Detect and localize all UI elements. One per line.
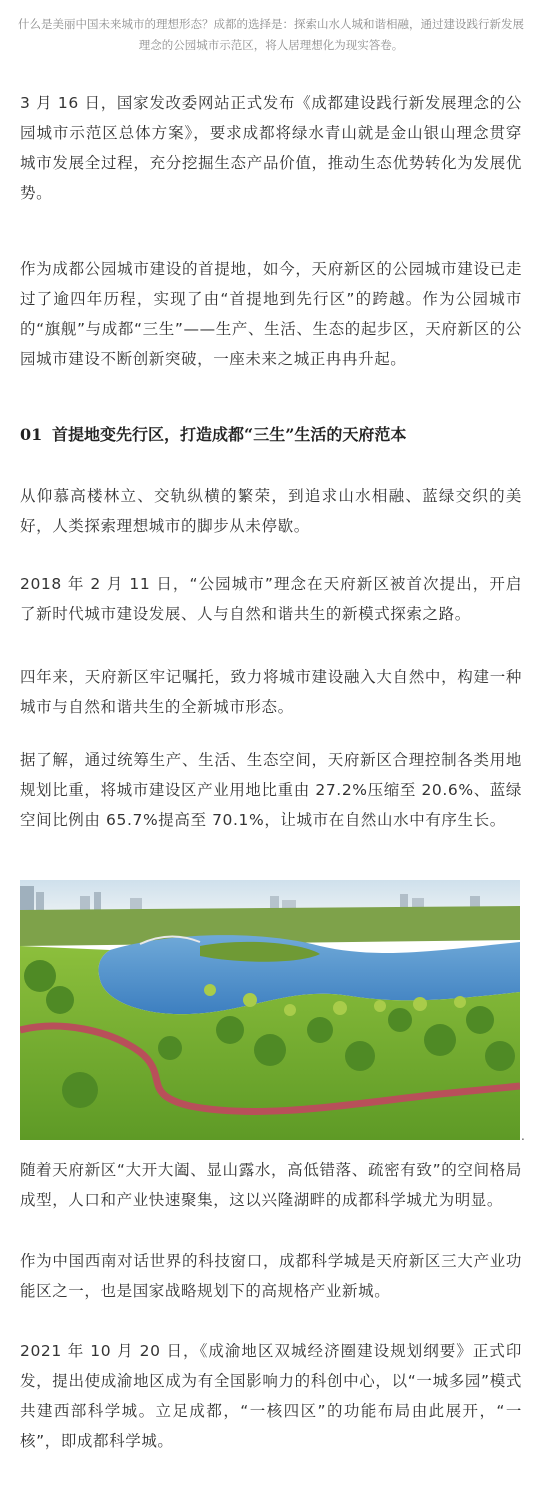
article-lede: 什么是美丽中国未来城市的理想形态？成都的选择是：探索山水人城和谐相融，通过建设践行新发展理念的公园城市示范区，将人居理想化为现实答卷。 xyxy=(18,17,524,52)
article-paragraph: 3 月 16 日，国家发改委网站正式发布《成都建设践行新发展理念的公园城市示范区总体方案》，要求成都将绿水青山就是金山银山理念贯穿城市发展全过程，充分挖掘生态产品价值，推动生态优势转化为发展优势。 xyxy=(20,94,522,202)
section-number: 01 xyxy=(20,425,43,444)
article-paragraph: 2021 年 10 月 20 日，《成渝地区双城经济圈建设规划纲要》正式印发，提出使成渝地区成为有全国影响力的科创中心，以“一城多园”模式共建西部科学城。立足成都，“一核四区”的功能布局由此展开，“一核”，即成都科学城。 xyxy=(20,1342,522,1450)
article-paragraph: 2018 年 2 月 11 日，“公园城市”理念在天府新区被首次提出，开启了新时代城市建设发展、人与自然和谐共生的新模式探索之路。 xyxy=(20,575,522,623)
article-paragraph: 从仰慕高楼林立、交轨纵横的繁荣，到追求山水相融、蓝绿交织的美好，人类探索理想城市的脚步从未停歇。 xyxy=(20,487,522,535)
section-heading xyxy=(20,421,522,449)
article-paragraph: 随着天府新区“大开大阖、显山露水，高低错落、疏密有致”的空间格局成型，人口和产业快速聚集，这以兴隆湖畔的成都科学城尤为明显。 xyxy=(20,1161,522,1209)
park-lake-photo xyxy=(20,880,520,1140)
article-paragraph: 四年来，天府新区牢记嘱托，致力将城市建设融入大自然中，构建一种城市与自然和谐共生的全新城市形态。 xyxy=(20,668,522,716)
article-paragraph: 作为成都公园城市建设的首提地，如今，天府新区的公园城市建设已走过了逾四年历程，实现了由“首提地到先行区”的跨越。作为公园城市的“旗舰”与成都“三生”——生产、生活、生态的起步区，天府新区的公园城市建设不断创新突破，一座未来之城正冉冉升起。 xyxy=(20,260,522,368)
article-paragraph: 作为中国西南对话世界的科技窗口，成都科学城是天府新区三大产业功能区之一，也是国家战略规划下的高规格产业新城。 xyxy=(20,1252,522,1300)
article-paragraph: 据了解，通过统筹生产、生活、生态空间，天府新区合理控制各类用地规划比重，将城市建设区产业用地比重由 27.2%压缩至 20.6%、蓝绿空间比例由 65.7%提高至 70.1%，让城市在自然山水中有序生长。 xyxy=(20,751,522,829)
photo-trailing-mark: . xyxy=(521,1129,525,1143)
section-title: 首提地变先行区，打造成都“三生”生活的天府范本 xyxy=(52,425,407,444)
